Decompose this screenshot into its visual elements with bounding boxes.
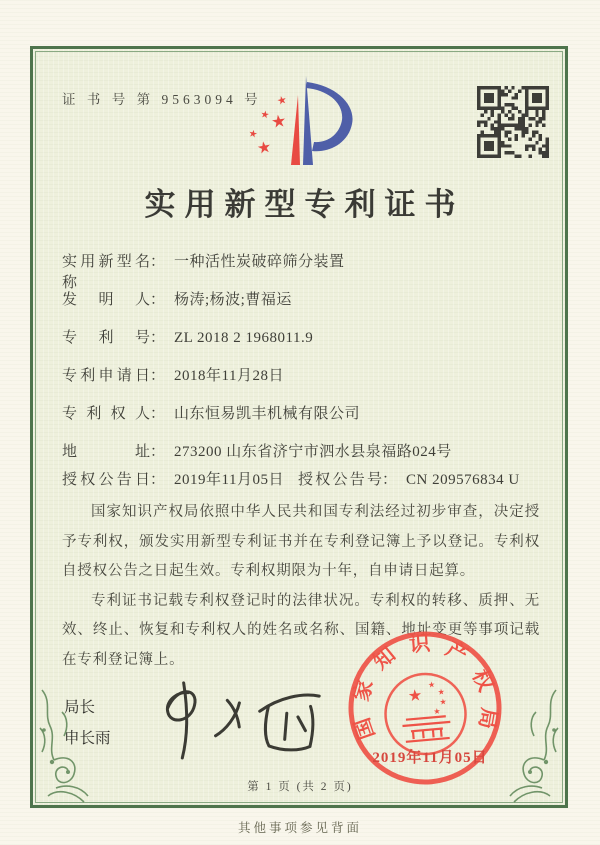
field-colon: ： — [150, 472, 166, 488]
grant-number-value: CN 209576834 U — [406, 472, 520, 488]
field-label: 专利权人 — [62, 406, 150, 422]
certificate-number: 证 书 号 第 9563094 号 — [62, 92, 262, 107]
field-label: 专利申请日 — [62, 368, 150, 384]
field-value: 一种活性炭破碎筛分装置 — [174, 254, 345, 270]
signatory-name: 申长雨 — [64, 730, 111, 747]
field-row-inventors — [62, 288, 540, 313]
field-row-address — [62, 440, 540, 465]
legal-paragraph-2: 专利证书记载专利权登记时的法律状况。专利权的转移、质押、无效、终止、恢复和专利权人的姓名或名称、国籍、地址变更等事项记载在专利登记簿上。 — [62, 592, 540, 668]
field-colon: ： — [150, 254, 166, 270]
field-value: 273200 山东省济宁市泗水县泉福路024号 — [174, 444, 452, 460]
patent-fields — [62, 250, 540, 478]
field-label: 地址 — [62, 444, 150, 460]
svg-text:★: ★ — [275, 93, 289, 108]
svg-text:★: ★ — [259, 109, 271, 122]
grant-date-label: 授权公告日 — [62, 472, 150, 488]
svg-text:★: ★ — [437, 687, 446, 697]
svg-text:★: ★ — [439, 697, 448, 707]
svg-text:★: ★ — [269, 111, 288, 132]
svg-text:★: ★ — [247, 128, 259, 141]
field-value: ZL 2018 2 1968011.9 — [174, 330, 314, 346]
cnipa-official-seal — [336, 619, 514, 797]
grant-number-label: 授权公告号 — [298, 472, 382, 488]
reverse-side-note: 其他事项参见背面 — [237, 821, 362, 835]
qr-code — [477, 86, 549, 158]
field-label: 专利号 — [62, 330, 150, 346]
seal-date: 2019年11月05日 — [372, 750, 488, 766]
field-row-name — [62, 250, 540, 291]
field-row-patent-number — [62, 326, 540, 351]
svg-text:★: ★ — [255, 138, 273, 158]
field-colon: ： — [150, 292, 166, 308]
national-emblem-icon — [382, 671, 469, 758]
field-colon: ： — [382, 472, 398, 488]
field-colon: ： — [150, 406, 166, 422]
svg-text:★: ★ — [427, 680, 436, 690]
page-indicator: 第 1 页 (共 2 页) — [247, 781, 353, 793]
grant-announcement-row — [62, 468, 540, 493]
legal-paragraph-1: 国家知识产权局依照中华人民共和国专利法经过初步审查，决定授予专利权，颁发实用新型专利证书并在专利登记簿上予以登记。专利权自授权公告之日起生效。专利权期限为十年，自申请日起算。 — [62, 504, 540, 579]
grant-number — [298, 468, 520, 489]
cnipa-logo-icon — [232, 70, 368, 170]
field-row-filing-date — [62, 364, 540, 389]
svg-text:★: ★ — [407, 687, 424, 706]
grant-date-value: 2019年11月05日 — [174, 472, 284, 488]
field-row-patentee — [62, 402, 540, 427]
field-colon: ： — [150, 330, 166, 346]
field-label: 实用新型名称 — [62, 254, 150, 291]
field-value: 山东恒易凯丰机械有限公司 — [174, 406, 361, 422]
director-signature — [139, 673, 337, 768]
field-label: 发明人 — [62, 292, 150, 308]
svg-text:★: ★ — [432, 706, 441, 717]
field-value: 2018年11月28日 — [174, 368, 284, 384]
grant-date — [62, 468, 284, 489]
field-colon: ： — [150, 444, 166, 460]
seal-ring-text: 国家知识产权局 — [348, 631, 502, 743]
certificate-title: 实用新型专利证书 — [144, 187, 465, 222]
signatory-title: 局长 — [64, 699, 96, 716]
field-colon: ： — [150, 368, 166, 384]
svg-text:国家知识产权局 — [342, 625, 503, 743]
field-value: 杨涛;杨波;曹福运 — [174, 292, 292, 308]
